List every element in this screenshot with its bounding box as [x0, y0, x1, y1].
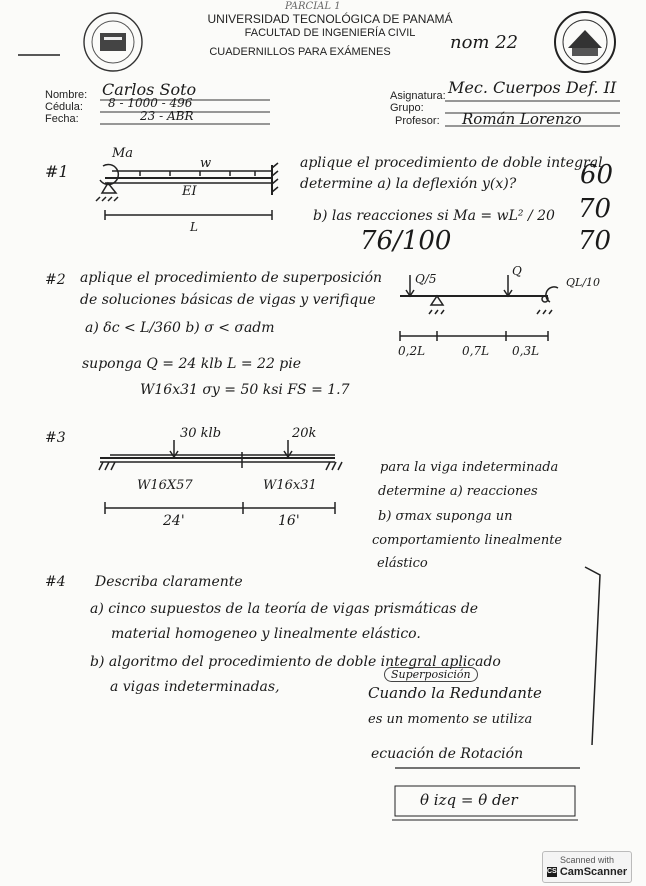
q1-ei-label: EI: [182, 184, 197, 199]
q1-line2: determine a) la deflexión y(x)?: [300, 176, 517, 192]
cedula-label: Cédula:: [45, 101, 83, 113]
q3-beam-diagram: [99, 440, 342, 514]
q3-len1: 24': [163, 513, 185, 529]
q2-moment-right: QL/10: [566, 276, 601, 289]
booklet-title: CUADERNILLOS PARA EXÁMENES: [209, 46, 391, 58]
q2-dim2: 0,7L: [462, 344, 490, 358]
q1-line3: b) las reacciones si Ma = wL² / 20: [313, 208, 555, 224]
grupo-label: Grupo:: [390, 102, 424, 114]
q3-section1: W16X57: [137, 478, 193, 493]
q4-answer-line4: θ izq = θ der: [420, 791, 518, 809]
q4-number: #4: [45, 574, 66, 590]
q3-line4: comportamiento linealmente: [372, 533, 563, 548]
camscanner-stamp: [542, 851, 632, 883]
q2-number: #2: [45, 272, 66, 288]
fecha-label: Fecha:: [45, 113, 79, 125]
q3-line3: b) σmax suponga un: [378, 509, 513, 524]
q1-length-label: L: [190, 220, 198, 234]
nombre-label: Nombre:: [45, 89, 88, 101]
q2-line3: a) δc < L/360 b) σ < σadm: [85, 320, 275, 336]
handwritten-note: nom 22: [450, 32, 519, 53]
civil-logo: [555, 12, 615, 72]
q3-load2: 20k: [292, 426, 317, 441]
q3-len2: 16': [278, 513, 300, 529]
grade-1: 60: [580, 160, 614, 190]
q4-answer-line1: Cuando la Redundante: [368, 684, 542, 702]
q4-line3: material homogeneo y linealmente elástico.: [111, 626, 421, 642]
camscanner-label: CamScanner: [559, 866, 628, 878]
q2-line5: W16x31 σy = 50 ksi FS = 1.7: [140, 382, 350, 398]
profesor-label: Profesor:: [395, 115, 440, 127]
q3-number: #3: [45, 430, 66, 446]
university-title: UNIVERSIDAD TECNOLÓGICA DE PANAMÁ: [207, 12, 453, 26]
q3-line5: elástico: [377, 556, 428, 571]
q1-load-label: w: [200, 156, 212, 171]
grade-2: 70: [578, 194, 612, 224]
q2-load-left: Q/5: [415, 272, 437, 286]
scanned-with-text: Scanned with: [559, 855, 615, 865]
faculty-title: FACULTAD DE INGENIERÍA CIVIL: [244, 27, 416, 39]
q3-line1: para la viga indeterminada: [380, 460, 559, 475]
total-score: 76/100: [360, 226, 452, 256]
top-note: PARCIAL 1: [285, 1, 341, 12]
q1-moment-label: Ma: [112, 146, 134, 161]
q3-load1: 30 klb: [180, 426, 222, 441]
q4-note-above: Superposición: [384, 667, 478, 682]
utp-logo: [84, 13, 142, 71]
q1-number: #1: [45, 162, 69, 181]
fecha-value: 23 - ABR: [140, 109, 194, 123]
q2-dim1: 0,2L: [398, 344, 426, 358]
q2-line4: suponga Q = 24 klb L = 22 pie: [82, 356, 302, 372]
q2-line1: aplique el procedimiento de superposición: [80, 270, 383, 286]
q4-answer-line3: ecuación de Rotación: [371, 746, 524, 762]
q4-line5: a vigas indeterminadas,: [110, 679, 280, 695]
q3-line2: determine a) reacciones: [378, 484, 538, 499]
q2-dim3: 0,3L: [512, 344, 540, 358]
q4-line4: b) algoritmo del procedimiento de doble integral aplicado: [90, 654, 501, 670]
grade-3: 70: [578, 226, 612, 256]
asignatura-value: Mec. Cuerpos Def. II: [448, 78, 617, 97]
camscanner-icon: CS: [546, 868, 557, 875]
q2-load-mid: Q: [512, 264, 522, 278]
profesor-value: Román Lorenzo: [462, 110, 582, 128]
answer-bracket: [585, 567, 600, 745]
asignatura-label: Asignatura:: [390, 90, 446, 102]
q4-line1: Describa claramente: [95, 574, 243, 590]
nombre-value: Carlos Soto: [102, 80, 197, 99]
q3-section2: W16x31: [263, 478, 317, 493]
cedula-value: 8 - 1000 - 496: [108, 96, 193, 110]
q1-line1: aplique el procedimiento de doble integral: [300, 155, 603, 171]
q2-line2: de soluciones básicas de vigas y verifique: [80, 292, 376, 308]
q4-answer-line2: es un momento se utiliza: [368, 712, 533, 727]
q4-line2: a) cinco supuestos de la teoría de vigas prismáticas de: [90, 601, 479, 617]
